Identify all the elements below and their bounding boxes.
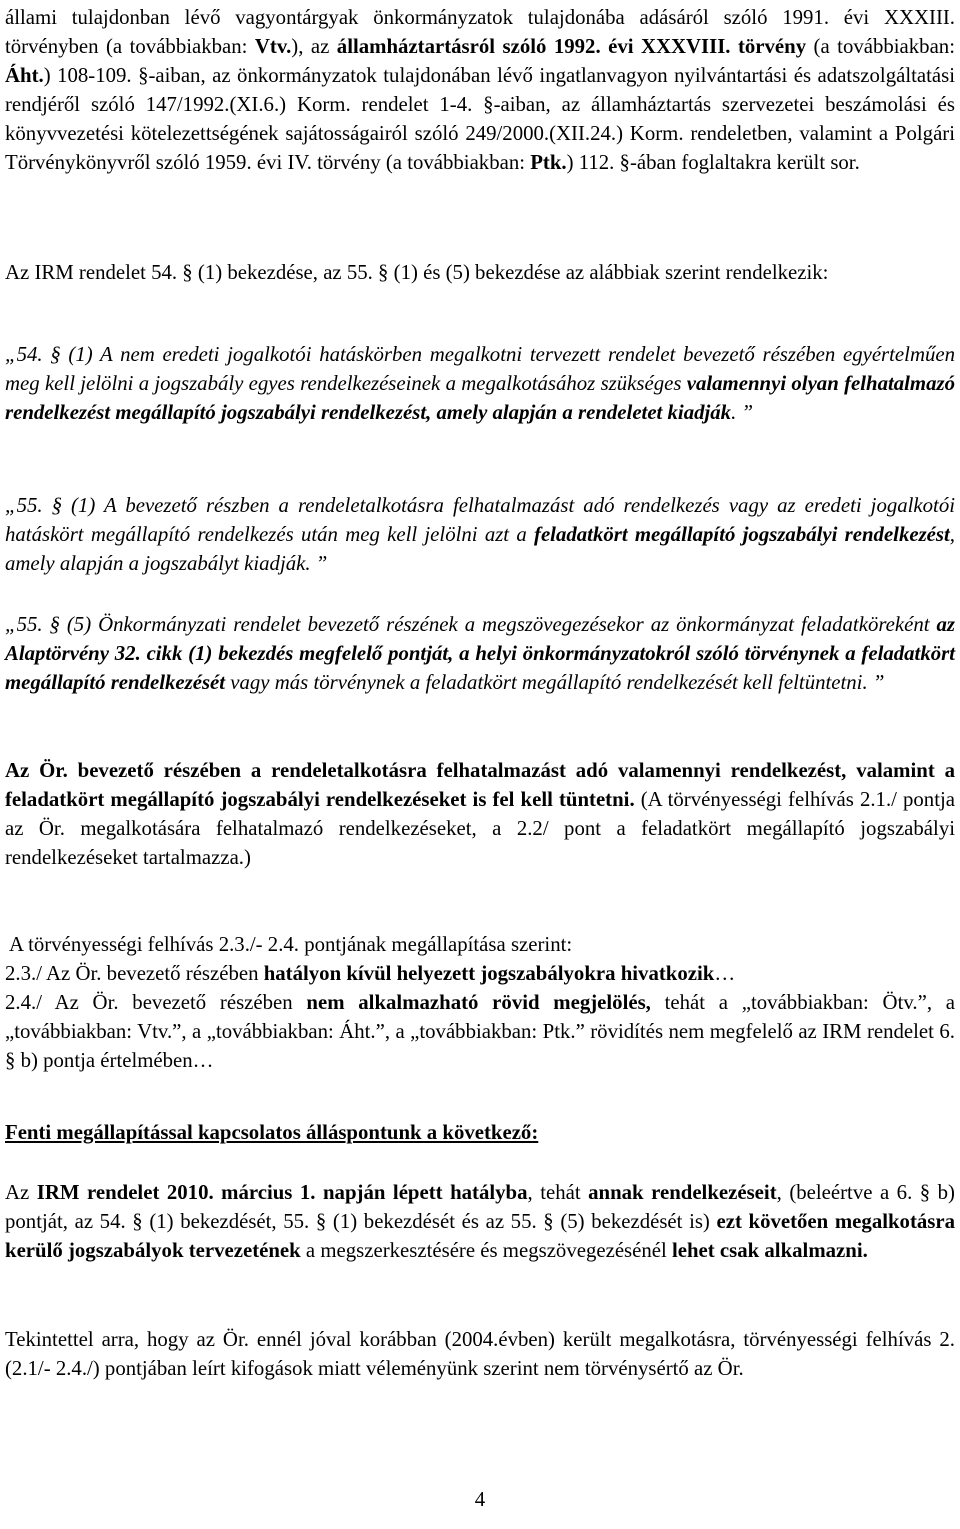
quote-55-1-paragraph	[5, 491, 955, 578]
text-run: ) 108-109. §-aiban, az önkormányzatok tulajdonában lévő ingatlanvagyon nyilvántartási és adatszolgáltatási rendjéről szóló 147/1992.(XI.6.) Korm. rendelet 1-4. §-aiban, az államháztartás szervezetei beszámolási és könyvvezetési kötelezettségének sajátosságairól szóló 249/2000.(XII.24.) Korm. rendeletben, valamint a Polgári Törvénykönyvről szóló 1959. évi IV. törvény (a továbbiakban:	[5, 64, 955, 174]
italic-run: , amely alapján a jogszabályt kiadják. ”	[5, 523, 955, 575]
quote-54-paragraph	[5, 340, 955, 427]
bold-run: nem alkalmazható rövid megjelölés,	[306, 991, 651, 1014]
italic-run: . ”	[731, 401, 754, 424]
bold-run: IRM rendelet 2010. március 1. napján lépett hatályba	[36, 1181, 528, 1204]
text-run: a megszerkesztésére és megszövegezésénél	[300, 1239, 672, 1262]
text-run: Az	[5, 1181, 37, 1204]
text-run: (a továbbiakban:	[806, 35, 955, 58]
bold-run: lehet csak alkalmazni.	[671, 1239, 868, 1262]
findings-intro-line: A törvényességi felhívás 2.3./- 2.4. pontjának megállapítása szerint:	[5, 933, 573, 956]
text-run: ), az	[291, 35, 337, 58]
text-run: , tehát	[527, 1181, 589, 1204]
text-run: , (beleértve a 6. § b) pontját, az 54. § (1) bekezdését, 55. § (1) bekezdését és az 55. § (5) bekezdését is)	[5, 1181, 955, 1233]
text-run: tehát a „továbbiakban: Ötv.”, a „továbbiakban: Vtv.”, a „továbbiakban: Áht.”, a „továbbiakban: Ptk.” rövidítés nem megfelelő az IRM rendelet 6. § b) pontja értelmében…	[5, 991, 955, 1072]
text-run: 2.4./ Az Ör. bevezető részében	[5, 991, 307, 1014]
italic-run: „54. § (1) A nem eredeti jogalkotói hatáskörben megalkotni tervezett rendelet bevezető részében egyértelműen meg kell jelölni a jogszabály egyes rendelkezéseinek a megalkotásához szükséges	[5, 343, 955, 395]
italic-run: vagy más törvénynek a feladatkört megállapító rendelkezését kell feltüntetni. ”	[225, 671, 885, 694]
italic-run: „55. § (1) A bevezető részben a rendeletalkotásra felhatalmazást adó rendelkezés vagy az eredeti jogalkotói hatáskört megállapító rendelkezés után meg kell jelölni azt a	[5, 494, 955, 546]
italic-run: „55. § (5) Önkormányzati rendelet bevezető részének a megszövegezésekor az önkormányzat feladatköreként	[5, 613, 937, 636]
bold-run: Az Ör. bevezető részében a rendeletalkotásra felhatalmazást adó valamennyi rendelkezést, valamint a feladatkört megállapító jogszabályi rendelkezéseket is fel kell tüntetni.	[5, 759, 955, 811]
page-number: 4	[474, 1488, 486, 1511]
finding-2-3	[5, 959, 955, 988]
quote-55-5-paragraph	[5, 610, 955, 697]
text-run: 2.3./ Az Ör. bevezető részében	[5, 962, 264, 985]
bold-run: annak rendelkezéseit	[588, 1181, 777, 1204]
bold-italic-run: az Alaptörvény 32. cikk (1) bekezdés megfelelő pontját, a helyi önkormányzatokról szóló törvénynek a feladatkört megállapító rendelkezését	[5, 613, 955, 694]
bold-run: Áht.	[5, 64, 44, 87]
bold-run: ezt követően megalkotásra kerülő jogszabályok tervezetének	[5, 1210, 956, 1262]
conclusion-paragraph: Tekintettel arra, hogy az Ör. ennél jóval korábban (2004.évben) került megalkotásra, törvényességi felhívás 2. (2.1/- 2.4./) pontjában leírt kifogások miatt véleményünk szerint nem törvénysértő az Ör.	[5, 1328, 955, 1380]
irm-effect-paragraph	[5, 1178, 955, 1265]
text-run: (A törvényességi felhívás 2.1./ pontja az Ör. megalkotására felhatalmazó rendelkezéseket, a 2.2/ pont a feladatkört megállapító jogszabályi rendelkezéseket tartalmazza.)	[5, 788, 955, 869]
findings-block	[5, 930, 955, 1075]
irm-reference-paragraph: Az IRM rendelet 54. § (1) bekezdése, az 55. § (1) és (5) bekezdése az alábbiak szerint rendelkezik:	[5, 261, 829, 284]
bold-run: hatályon kívül helyezett jogszabályokra hivatkozik	[263, 962, 715, 985]
preamble-requirement-paragraph	[5, 756, 955, 872]
bold-run: Vtv.	[254, 35, 292, 58]
text-run: állami tulajdonban lévő vagyontárgyak önkormányzatok tulajdonába adásáról szóló 1991. évi XXXIII. törvényben (a továbbiakban:	[5, 6, 955, 58]
bold-italic-run: feladatkört megállapító jogszabályi rendelkezést	[534, 523, 950, 546]
intro-paragraph	[5, 3, 955, 177]
bold-italic-run: valamennyi olyan felhatalmazó rendelkezést megállapító jogszabályi rendelkezést, amely alapján a rendeletet kiadják	[5, 372, 955, 424]
bold-run: államháztartásról szóló 1992. évi XXXVIII. törvény	[336, 35, 807, 58]
text-run: …	[714, 962, 736, 985]
position-heading: Fenti megállapítással kapcsolatos álláspontunk a következő:	[5, 1121, 539, 1144]
bold-run: Ptk.	[530, 151, 567, 174]
text-run: ) 112. §-ában foglaltakra került sor.	[566, 151, 860, 174]
finding-2-4	[5, 988, 955, 1075]
